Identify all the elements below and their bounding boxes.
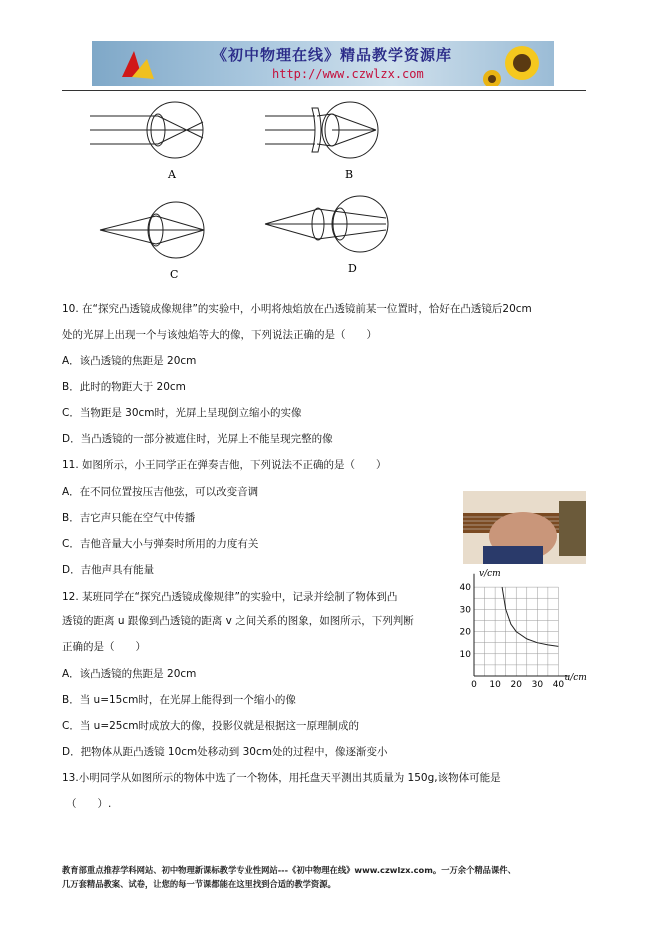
q11-option-b: B．吉它声只能在空气中传播 (62, 512, 196, 524)
q11-option-a: A．在不同位置按压吉他弦，可以改变音调 (62, 486, 259, 498)
x-tick-label: 30 (531, 680, 544, 690)
diagram-a (90, 102, 203, 158)
y-tick-label: 20 (459, 627, 471, 638)
diagram-b (265, 102, 378, 158)
diagram-d (265, 196, 388, 252)
y-tick-label: 10 (459, 649, 471, 660)
label-d: D (348, 262, 357, 275)
guitar-photo (463, 491, 586, 564)
v-u-chart (448, 566, 588, 690)
logo-icon (122, 51, 154, 79)
q13-stem-2: （ ）. (66, 798, 112, 810)
q10-stem-2: 处的光屏上出现一个与该烛焰等大的像，下列说法正确的是（ ） (62, 329, 377, 341)
x-tick-label: 40 (552, 680, 565, 690)
diagram-c (100, 202, 204, 258)
q10-option-c: C．当物距是 30cm时，光屏上呈现倒立缩小的实像 (62, 407, 302, 419)
q12-option-c: C．当 u=25cm时成放大的像，投影仪就是根据这一原理制成的 (62, 720, 359, 732)
x-tick-label: 20 (510, 680, 522, 690)
chart-ylabel: v/cm (479, 569, 501, 579)
header-banner (92, 41, 554, 86)
x-tick-label: 0 (471, 680, 477, 690)
q10-stem-1: 10. 在“探究凸透镜成像规律”的实验中，小明将烛焰放在凸透镜前某一位置时，恰好在凸透镜后20cm (62, 303, 532, 315)
q10-option-d: D．当凸透镜的一部分被遮住时，光屏上不能呈现完整的像 (62, 433, 333, 445)
q12-option-a: A．该凸透镜的焦距是 20cm (62, 668, 197, 680)
q12-stem-2: 透镜的距离 u 跟像到凸透镜的距离 v 之间关系的图象，如图所示，下列判断 (62, 615, 414, 627)
y-tick-label: 40 (459, 583, 471, 594)
q10-option-b: B．此时的物距大于 20cm (62, 381, 186, 393)
q12-stem-1: 12. 某班同学在“探究凸透镜成像规律”的实验中，记录并绘制了物体到凸 (62, 591, 398, 603)
q13-stem-1: 13.小明同学从如图所示的物体中选了一个物体，用托盘天平测出其质量为 150g,该物体可能是 (62, 772, 501, 784)
label-b: B (345, 168, 354, 181)
chart-xlabel: u/cm (564, 673, 587, 683)
x-tick-label: 10 (489, 680, 501, 690)
q12-option-b: B．当 u=15cm时，在光屏上能得到一个缩小的像 (62, 694, 296, 706)
series-v-u-line (502, 587, 558, 646)
y-tick-label: 30 (459, 605, 471, 616)
q11-option-d: D．吉他声具有能量 (62, 564, 155, 576)
footer-line-1: 教育部重点推荐学科网站、初中物理新课标教学专业性网站---《初中物理在线》www.czwlzx.com。一万余个精品课件、 (62, 865, 516, 875)
label-c: C (170, 268, 179, 281)
q10-option-a: A．该凸透镜的焦距是 20cm (62, 355, 197, 367)
chart-ticks (460, 583, 565, 690)
eye-diagrams (80, 98, 420, 283)
banner-url[interactable]: http://www.czwlzx.com (272, 67, 424, 81)
sunflower-icon (483, 46, 539, 86)
q11-option-c: C．吉他音量大小与弹奏时所用的力度有关 (62, 538, 259, 550)
q12-stem-3: 正确的是（ ） (62, 641, 146, 653)
q12-option-d: D．把物体从距凸透镜 10cm处移动到 30cm处的过程中，像逐渐变小 (62, 746, 388, 758)
header-rule (62, 90, 586, 91)
banner-title: 《初中物理在线》精品教学资源库 (212, 46, 453, 64)
chart-axes (474, 574, 569, 676)
footer-line-2: 几万套精品教案、试卷，让您的每一节课都能在这里找到合适的教学资源。 (62, 879, 336, 889)
q11-stem: 11. 如图所示，小王同学正在弹奏吉他，下列说法不正确的是（ ） (62, 459, 387, 471)
label-a: A (168, 168, 176, 181)
